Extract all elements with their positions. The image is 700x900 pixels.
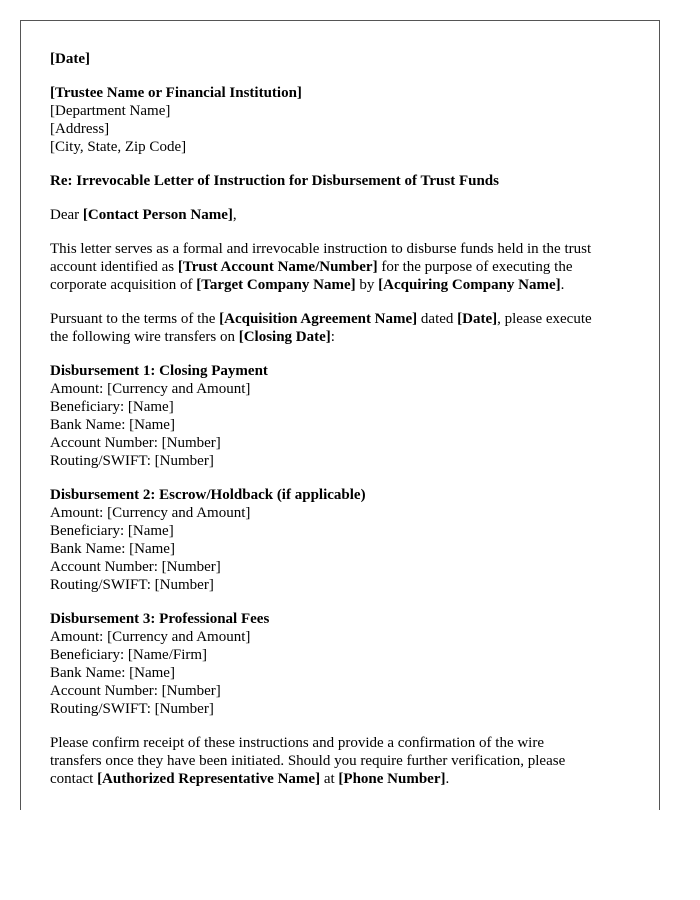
closing-date: [Closing Date] bbox=[238, 329, 331, 345]
disbursement-title: Disbursement 1: Closing Payment bbox=[50, 363, 268, 379]
intro-line-2 bbox=[50, 258, 640, 276]
disbursement-routing: Routing/SWIFT: [Number] bbox=[50, 701, 214, 717]
letter-body bbox=[50, 50, 640, 804]
intro-text: account identified as bbox=[50, 259, 178, 275]
phone-number: [Phone Number] bbox=[338, 771, 446, 787]
agreement-date: [Date] bbox=[457, 311, 498, 327]
intro-line-3 bbox=[50, 276, 640, 294]
closing-text: at bbox=[320, 771, 339, 787]
recipient-department: [Department Name] bbox=[50, 103, 171, 119]
closing-text: contact bbox=[50, 771, 98, 787]
pursuant-line-2 bbox=[50, 328, 640, 346]
pursuant-line-1 bbox=[50, 310, 640, 328]
disbursement-title: Disbursement 2: Escrow/Holdback (if applicable) bbox=[50, 487, 366, 503]
recipient-address: [Address] bbox=[50, 121, 110, 137]
salutation bbox=[50, 206, 640, 224]
recipient-city-state-zip: [City, State, Zip Code] bbox=[50, 139, 187, 155]
pursuant-text: : bbox=[330, 329, 335, 345]
subject-block bbox=[50, 172, 640, 190]
letter-date: [Date] bbox=[50, 51, 90, 67]
disbursement-title: Disbursement 3: Professional Fees bbox=[50, 611, 270, 627]
trust-account-name: [Trust Account Name/Number] bbox=[177, 259, 378, 275]
intro-text: by bbox=[355, 277, 379, 293]
pursuant-paragraph bbox=[50, 310, 640, 346]
disbursement-amount: Amount: [Currency and Amount] bbox=[50, 629, 251, 645]
disbursement-amount: Amount: [Currency and Amount] bbox=[50, 381, 251, 397]
closing-line-2: transfers once they have been initiated. Should you require further verification, please bbox=[50, 753, 566, 769]
pursuant-text: dated bbox=[417, 311, 458, 327]
recipient-name: [Trustee Name or Financial Institution] bbox=[50, 85, 302, 101]
disbursement-amount: Amount: [Currency and Amount] bbox=[50, 505, 251, 521]
disbursement-routing: Routing/SWIFT: [Number] bbox=[50, 453, 214, 469]
disbursement-beneficiary: Beneficiary: [Name] bbox=[50, 523, 174, 539]
disbursement-bank-name: Bank Name: [Name] bbox=[50, 665, 175, 681]
disbursement-bank-name: Bank Name: [Name] bbox=[50, 541, 175, 557]
intro-text: . bbox=[560, 277, 565, 293]
closing-line-3 bbox=[50, 770, 640, 788]
authorized-representative-name: [Authorized Representative Name] bbox=[97, 771, 321, 787]
contact-person-name: [Contact Person Name] bbox=[82, 207, 233, 223]
disbursement-account-number: Account Number: [Number] bbox=[50, 559, 221, 575]
closing-line-1: Please confirm receipt of these instructions and provide a confirmation of the wire bbox=[50, 735, 545, 751]
disbursement-block bbox=[50, 362, 640, 470]
intro-text: for the purpose of executing the bbox=[377, 259, 573, 275]
target-company-name: [Target Company Name] bbox=[196, 277, 356, 293]
disbursement-routing: Routing/SWIFT: [Number] bbox=[50, 577, 214, 593]
closing-paragraph bbox=[50, 734, 640, 788]
intro-paragraph bbox=[50, 240, 640, 294]
acquiring-company-name: [Acquiring Company Name] bbox=[378, 277, 561, 293]
pursuant-text: the following wire transfers on bbox=[50, 329, 239, 345]
disbursement-account-number: Account Number: [Number] bbox=[50, 683, 221, 699]
pursuant-text: Pursuant to the terms of the bbox=[50, 311, 220, 327]
disbursement-block bbox=[50, 486, 640, 594]
closing-text: . bbox=[445, 771, 450, 787]
letter-page bbox=[20, 20, 660, 810]
intro-line-1: This letter serves as a formal and irrevocable instruction to disburse funds held in the trust bbox=[50, 241, 592, 257]
subject-line: Re: Irrevocable Letter of Instruction for Disbursement of Trust Funds bbox=[50, 173, 499, 189]
acquisition-agreement-name: [Acquisition Agreement Name] bbox=[219, 311, 418, 327]
recipient-block bbox=[50, 84, 640, 156]
disbursement-beneficiary: Beneficiary: [Name/Firm] bbox=[50, 647, 208, 663]
salutation-prefix: Dear bbox=[50, 207, 83, 223]
salutation-suffix: , bbox=[232, 207, 237, 223]
intro-text: corporate acquisition of bbox=[50, 277, 197, 293]
disbursement-beneficiary: Beneficiary: [Name] bbox=[50, 399, 174, 415]
disbursement-block bbox=[50, 610, 640, 718]
pursuant-text: , please execute bbox=[497, 311, 592, 327]
disbursement-bank-name: Bank Name: [Name] bbox=[50, 417, 175, 433]
date-block bbox=[50, 50, 640, 68]
disbursement-account-number: Account Number: [Number] bbox=[50, 435, 221, 451]
